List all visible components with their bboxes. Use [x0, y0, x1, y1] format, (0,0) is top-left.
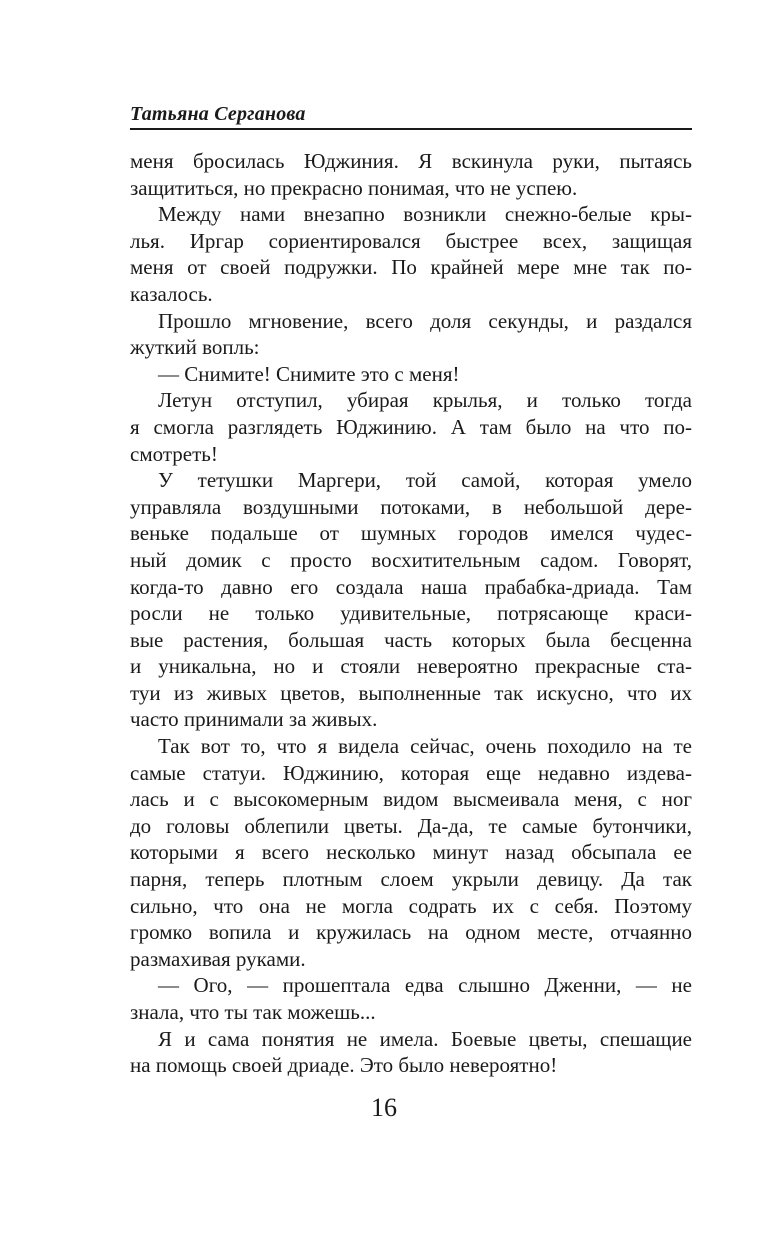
text-line: жуткий вопль: [130, 335, 260, 360]
text-line: сильно, что она не могла содрать их с себя. Поэтому [130, 893, 692, 918]
text-line: меня от своей подружки. По крайней мере мне так по- [130, 255, 692, 280]
text-line: — Ого, — прошептала едва слышно Дженни, — не [158, 973, 692, 998]
text-line: парня, теперь плотным слоем укрыли девицу. Да так [130, 867, 692, 892]
text-line: веньке подальше от шумных городов имелся чудес- [130, 521, 692, 546]
body-text [130, 148, 692, 1079]
text-line: часто принимали за живых. [130, 707, 378, 732]
text-line: росли не только удивительные, потрясающе краси- [130, 601, 692, 626]
text-line: казалось. [130, 281, 213, 306]
text-line: У тетушки Маргери, той самой, которая умело [158, 468, 692, 493]
text-line: ный домик с просто восхитительным садом. Говорят, [130, 547, 692, 572]
text-line: вые растения, большая часть которых была бесценна [130, 627, 692, 652]
text-line: которыми я всего несколько минут назад обсыпала ее [130, 840, 692, 865]
text-line: Прошло мгновение, всего доля секунды, и раздался [158, 308, 692, 333]
text-line: управляла воздушными потоками, в небольшой дере- [130, 494, 692, 519]
text-line: лья. Иргар сориентировался быстрее всех, защищая [130, 228, 692, 253]
text-line: громко вопила и кружилась на одном месте, отчаянно [130, 920, 692, 945]
text-line: до головы облепили цветы. Да-да, те самые бутончики, [130, 813, 692, 838]
text-line: — Снимите! Снимите это с меня! [158, 361, 460, 386]
text-line: и уникальна, но и стояли невероятно прекрасные ста- [130, 654, 692, 679]
text-line: знала, что ты так можешь... [130, 1000, 376, 1024]
text-line: Между нами внезапно возникли снежно-белые кры- [158, 202, 692, 227]
text-line: на помощь своей дриаде. Это было невероятно! [130, 1053, 558, 1078]
text-line: защититься, но прекрасно понимая, что не успею. [130, 175, 578, 200]
text-line: Я и сама понятия не имела. Боевые цветы, спешащие [158, 1026, 692, 1051]
text-line: размахивая руками. [130, 946, 306, 971]
text-line: лась и с высокомерным видом высмеивала меня, с ног [130, 787, 692, 812]
text-line: туи из живых цветов, выполненные так искусно, что их [130, 680, 692, 705]
text-line: самые статуи. Юджинию, которая еще недавно издева- [130, 760, 692, 785]
text-line: когда-то давно его создала наша прабабка-дриада. Там [130, 574, 692, 599]
page-number: 16 [371, 1093, 397, 1122]
text-line: Так вот то, что я видела сейчас, очень походило на те [158, 734, 692, 759]
text-line: смотреть! [130, 441, 218, 466]
text-line: я смогла разглядеть Юджинию. А там было на что по- [130, 414, 692, 439]
header-rule [130, 128, 692, 130]
text-line: Летун отступил, убирая крылья, и только тогда [158, 388, 692, 413]
text-line: меня бросилась Юджиния. Я вскинула руки, пытаясь [130, 149, 692, 173]
running-head: Татьяна Серганова [130, 103, 306, 125]
